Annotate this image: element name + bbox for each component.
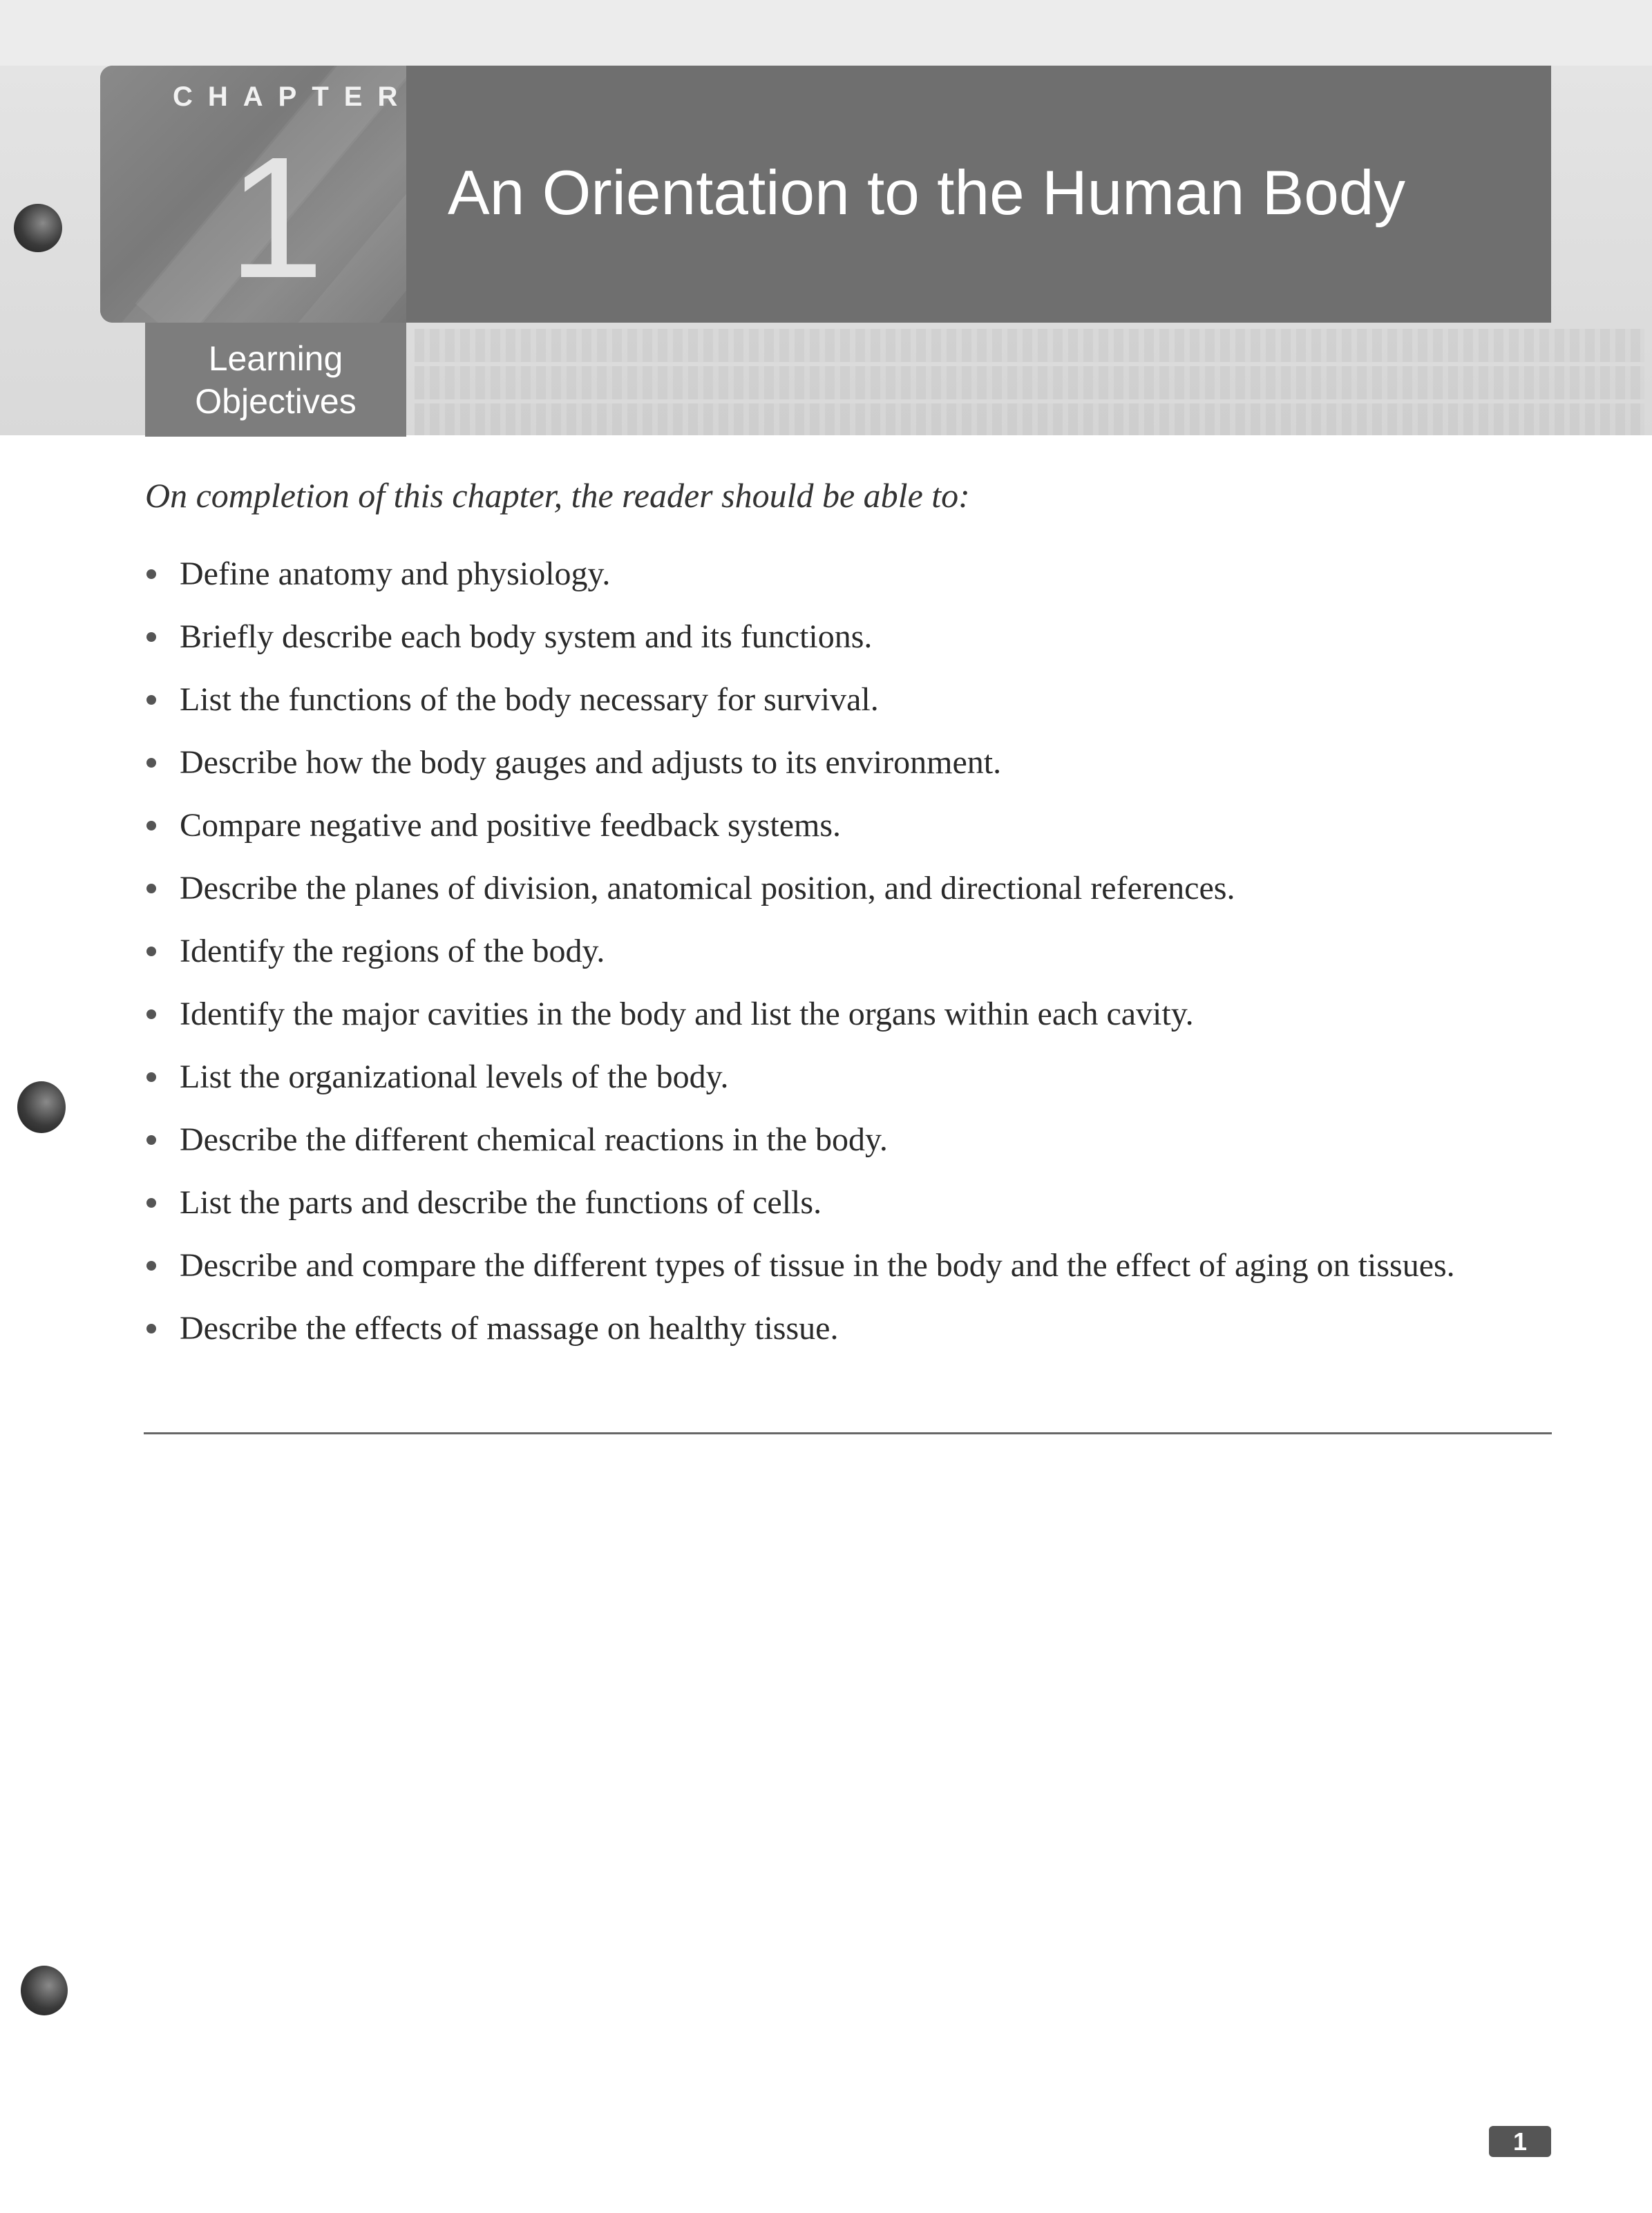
list-item [145, 1181, 1527, 1224]
hole-punch-middle [17, 1081, 66, 1133]
objective-text: List the organizational levels of the body. [180, 1058, 729, 1095]
bullet-icon [146, 1072, 156, 1082]
objective-text: Describe the different chemical reactions in the body. [180, 1121, 888, 1158]
objective-text: Compare negative and positive feedback systems. [180, 807, 842, 844]
page-number: 1 [1512, 2127, 1528, 2156]
learning-objectives-label [145, 337, 406, 423]
chapter-label: CHAPTER [173, 82, 413, 112]
list-item [145, 616, 1527, 658]
objective-text: Define anatomy and physiology. [180, 555, 611, 592]
list-item [145, 867, 1527, 910]
bullet-icon [146, 569, 156, 579]
list-item [145, 1244, 1527, 1287]
bullet-icon [146, 884, 156, 893]
objective-text: Describe the planes of division, anatomical position, and directional references. [180, 870, 1235, 906]
bullet-icon [146, 1324, 156, 1333]
objective-text: List the parts and describe the functions of cells. [180, 1184, 822, 1221]
hole-punch-top [14, 204, 62, 252]
bullet-icon [146, 1261, 156, 1271]
objectives-intro: On completion of this chapter, the reader should be able to: [145, 476, 970, 515]
list-item [145, 1307, 1527, 1350]
objective-text: Identify the regions of the body. [180, 933, 605, 969]
bullet-icon [146, 1135, 156, 1145]
bleed-through-text [415, 325, 1644, 435]
list-item [145, 553, 1527, 596]
list-item [145, 1056, 1527, 1099]
list-item [145, 993, 1527, 1036]
header-top-strip [0, 0, 1652, 66]
bullet-icon [146, 947, 156, 956]
objective-text: Describe the effects of massage on healthy tissue. [180, 1310, 839, 1347]
list-item [145, 1119, 1527, 1161]
section-divider [144, 1432, 1552, 1434]
objective-text: Identify the major cavities in the body and list the organs within each cavity. [180, 996, 1194, 1032]
objectives-list [145, 553, 1527, 1370]
learning-objectives-label-line1: Learning [208, 339, 343, 378]
bullet-icon [146, 1198, 156, 1208]
list-item [145, 930, 1527, 973]
hole-punch-bottom [21, 1966, 68, 2015]
bullet-icon [146, 632, 156, 642]
list-item [145, 741, 1527, 784]
objective-text: List the functions of the body necessary for survival. [180, 681, 879, 718]
list-item [145, 804, 1527, 847]
bullet-icon [146, 1009, 156, 1019]
bullet-icon [146, 695, 156, 705]
bullet-icon [146, 821, 156, 830]
learning-objectives-label-line2: Objectives [195, 382, 357, 421]
list-item [145, 678, 1527, 721]
chapter-title: An Orientation to the Human Body [448, 158, 1406, 228]
chapter-number: 1 [228, 121, 325, 314]
objective-text: Briefly describe each body system and its functions. [180, 618, 873, 655]
objective-text: Describe how the body gauges and adjusts to its environment. [180, 744, 1002, 781]
bullet-icon [146, 758, 156, 768]
objective-text: Describe and compare the different types of tissue in the body and the effect of aging on tissues. [180, 1247, 1455, 1284]
